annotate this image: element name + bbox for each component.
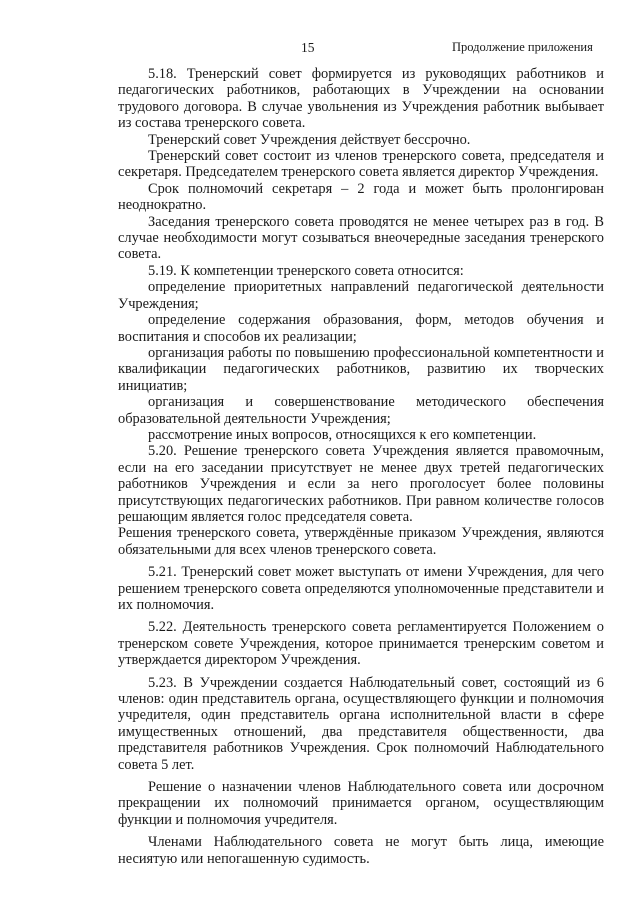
paragraph-decisions: Решения тренерского совета, утверждённые приказом Учреждения, являются обязательными для всех членов тренерского совета. [118, 525, 604, 558]
paragraph-secretary-term: Срок полномочий секретаря – 2 года и может быть пролонгирован неоднократно. [118, 180, 604, 214]
competence-item-2: определение содержания образования, форм, методов обучения и воспитания и способов их реализации; [118, 312, 604, 345]
paragraph-appointment: Решение о назначении членов Наблюдательного совета или досрочном прекращении их полномочий принимается органом, осуществляющим функции и полномочия учредителя. [118, 779, 604, 828]
paragraph-5-19: 5.19. К компетенции тренерского совета относится: [148, 262, 464, 279]
paragraph-5-21: 5.21. Тренерский совет может выступать от имени Учреждения, для чего решением тренерского совета определяются уполномоченные представители и их полномочия. [118, 564, 604, 613]
paragraph-eligibility: Членами Наблюдательного совета не могут быть лица, имеющие несиятую или непогашенную судимость. [118, 834, 604, 867]
competence-item-4: организация и совершенствование методического обеспечения образовательной деятельности Учреждения; [118, 394, 604, 427]
competence-item-5: рассмотрение иных вопросов, относящихся к его компетенции. [148, 426, 537, 443]
paragraph-meetings: Заседания тренерского совета проводятся не менее четырех раз в год. В случае необходимости могут созываться внеочередные заседания тренерского совета. [118, 213, 604, 263]
competence-item-3: организация работы по повышению профессиональной компетентности и квалификации педагогических работников, развитию их творческих инициатив; [118, 344, 604, 394]
paragraph-council-members: Тренерский совет состоит из членов тренерского совета, председателя и секретаря. Председателем тренерского совета является директор Учреждения. [118, 148, 604, 181]
paragraph-5-20: 5.20. Решение тренерского совета Учреждения является правомочным, если на его заседании присутствует не менее двух третей педагогических работников Учреждения и если за него проголосует более половины присутствующих педагогических работников. При равном количестве голосов решающим является голос председателя совета. [118, 443, 604, 525]
competence-item-1: определение приоритетных направлений педагогической деятельности Учреждения; [118, 279, 604, 312]
page-number: 15 [301, 40, 315, 55]
paragraph-council-term: Тренерский совет Учреждения действует бессрочно. [148, 131, 471, 148]
paragraph-5-23: 5.23. В Учреждении создается Наблюдательный совет, состоящий из 6 членов: один представитель органа, осуществляющего функции и полномочия учредителя, один представитель органа исполнительной власти в сфере имущественных отношений, два представителя общественности, два представителя работников Учреждения. Срок полномочий Наблюдательного совета 5 лет. [118, 674, 604, 773]
document-body [118, 66, 604, 867]
running-header: Продолжение приложения [452, 40, 593, 54]
paragraph-5-18: 5.18. Тренерский совет формируется из руководящих работников и педагогических работников, работающих в Учреждении на основании трудового договора. В случае увольнения из Учреждения работник выбывает из состава тренерского совета. [118, 66, 604, 132]
paragraph-5-22: 5.22. Деятельность тренерского совета регламентируется Положением о тренерском совете Учреждения, которое принимается тренерским советом и утверждается директором Учреждения. [118, 619, 604, 669]
